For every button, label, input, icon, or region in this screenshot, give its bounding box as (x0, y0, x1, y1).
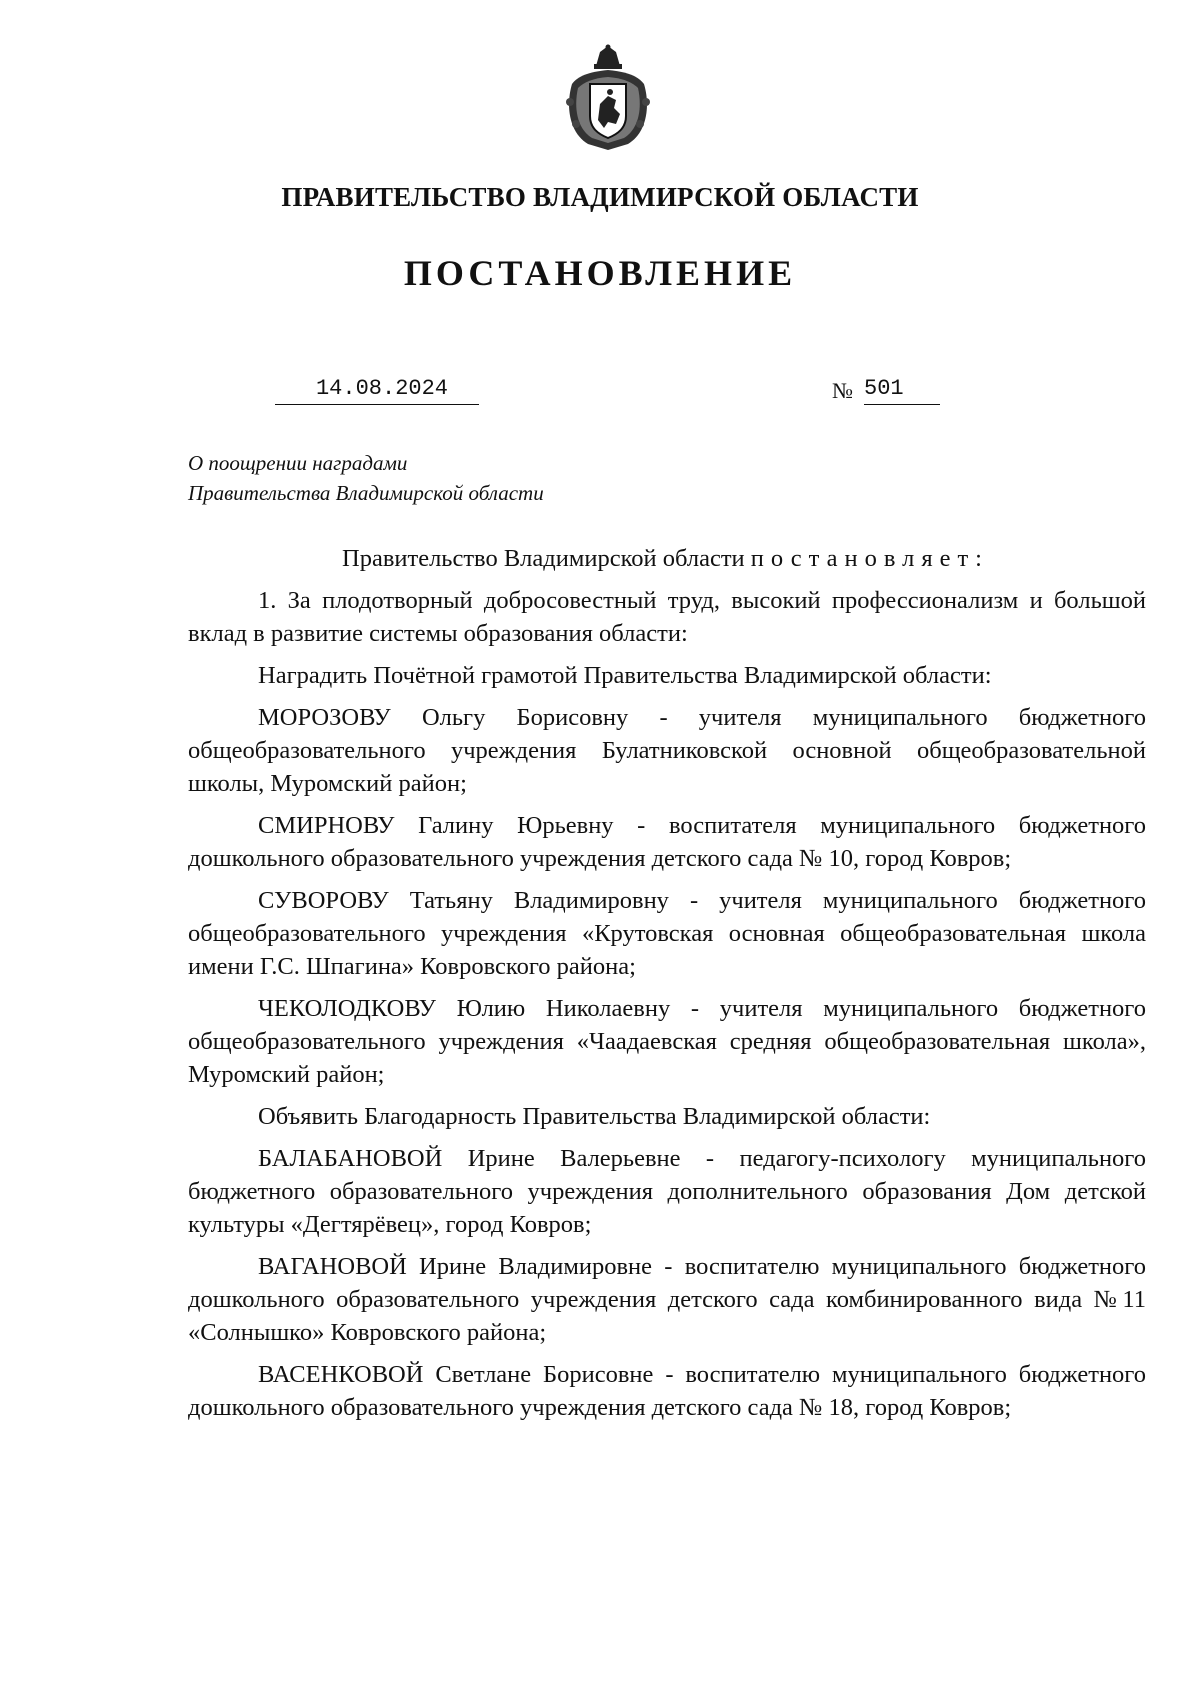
award-2-entry: БАЛАБАНОВОЙ Ирине Валерьевне - педагогу-психологу муниципального бюджетного образовательного учреждения дополнительного образования Дом детской культуры «Дегтярёвец», город Ковров; (188, 1145, 1146, 1238)
subject-line-1: О поощрении наградами (188, 451, 408, 475)
number-sign: № (832, 378, 853, 403)
subject-line-2: Правительства Владимирской области (188, 481, 544, 505)
award-1-heading: Наградить Почётной грамотой Правительства Владимирской области: (258, 662, 992, 689)
document-date: 14.08.2024 (275, 376, 479, 405)
award-1-entry: ЧЕКОЛОДКОВУ Юлию Николаевну - учителя муниципального бюджетного общеобразовательного учреждения «Чаадаевская средняя общеобразовательная школа», Муромский район; (188, 995, 1146, 1088)
coat-of-arms-emblem (558, 44, 658, 152)
item-1: 1. За плодотворный добросовестный труд, высокий профессионализм и большой вклад в развитие системы образования области: (188, 587, 1146, 647)
document-subject (188, 448, 544, 508)
award-2-heading: Объявить Благодарность Правительства Владимирской области: (258, 1103, 931, 1130)
award-1-entry: СУВОРОВУ Татьяну Владимировну - учителя муниципального бюджетного общеобразовательного учреждения «Крутовская основная общеобразовательная школа имени Г.С. Шпагина» Ковровского района; (188, 887, 1146, 980)
award-2-entry: ВАГАНОВОЙ Ирине Владимировне - воспитателю муниципального бюджетного дошкольного образовательного учреждения детского сада комбинированного вида №11 «Солнышко» Ковровского района; (188, 1253, 1146, 1346)
preamble-spaced-verb: постановляет: (750, 545, 989, 572)
award-1-entry: МОРОЗОВУ Ольгу Борисовну - учителя муниципального бюджетного общеобразовательного учреждения Булатниковской основной общеобразовательной школы, Муромский район; (188, 704, 1146, 797)
award-2-entry: ВАСЕНКОВОЙ Светлане Борисовне - воспитателю муниципального бюджетного дошкольного образовательного учреждения детского сада № 18, город Ковров; (188, 1361, 1146, 1421)
document-body (188, 542, 1146, 1433)
organization-title: ПРАВИТЕЛЬСТВО ВЛАДИМИРСКОЙ ОБЛАСТИ (281, 182, 919, 212)
document-number: 501 (864, 376, 940, 405)
preamble-text: Правительство Владимирской области (342, 545, 751, 572)
preamble (188, 542, 1146, 575)
award-1-entry: СМИРНОВУ Галину Юрьевну - воспитателя муниципального бюджетного дошкольного образовательного учреждения детского сада № 10, город Ковров; (188, 812, 1146, 872)
document-type-title: ПОСТАНОВЛЕНИЕ (403, 253, 797, 293)
